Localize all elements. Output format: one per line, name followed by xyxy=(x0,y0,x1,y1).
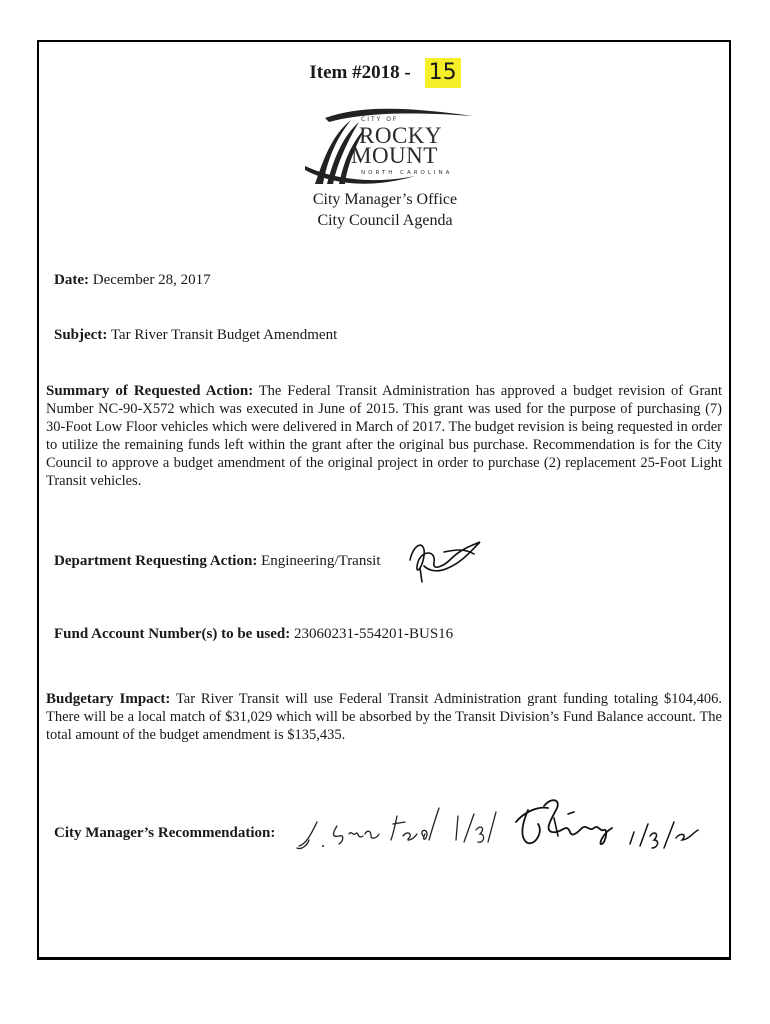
second-approval-signature xyxy=(508,792,708,862)
date-value: December 28, 2017 xyxy=(92,272,211,288)
department-label: Department Requesting Action: xyxy=(54,553,258,569)
logo-rocky: ROCKY xyxy=(359,123,443,148)
summary-label: Summary of Requested Action: xyxy=(46,383,254,399)
subject-value: Tar River Transit Budget Amendment xyxy=(110,327,338,343)
department-value: Engineering/Transit xyxy=(261,553,381,569)
date-label: Date: xyxy=(54,272,89,288)
department-initials-signature xyxy=(404,532,494,584)
recommendation-field xyxy=(54,825,275,842)
subject-field xyxy=(54,327,337,344)
subject-label: Subject: xyxy=(54,327,108,343)
budget-text: Tar River Transit will use Federal Transit Administration grant funding totaling $104,406. There will be a local match of $31,029 which will be absorbed by the Transit Division’s Fund Balance account. The total amount of the budget amendment is $135,435. xyxy=(46,691,722,743)
summary-text: The Federal Transit Administration has approved a budget revision of Grant Number NC-90-X572 which was executed in June of 2015. This grant was used for the purpose of purchasing (7) 30-Foot Low Floor vehicles which were delivered in March of 2017. The budget revision is being requested in order to utilize the remaining funds left within the grant after the original bus purchase. Recommendation is for the City Council to approve a budget amendment of the original project in order to purchase (2) replacement 25-Foot Light Transit vehicles. xyxy=(46,383,722,489)
city-logo xyxy=(305,102,475,182)
fund-field xyxy=(54,626,453,643)
summary-paragraph xyxy=(46,382,722,490)
logo-mount: MOUNT xyxy=(351,143,438,168)
item-label: Item #2018 - xyxy=(309,62,411,83)
item-heading xyxy=(0,58,770,88)
logo-state: NORTH CAROLINA xyxy=(361,170,453,176)
agenda-name: City Council Agenda xyxy=(317,212,453,229)
fund-value: 23060231-554201-BUS16 xyxy=(294,626,454,642)
department-field xyxy=(54,553,381,570)
budget-label: Budgetary Impact: xyxy=(46,691,171,707)
item-number-badge: 15 xyxy=(425,58,461,88)
city-manager-signature xyxy=(293,800,473,854)
recommendation-label: City Manager’s Recommendation: xyxy=(54,825,276,841)
manager-date-signature xyxy=(452,806,502,850)
logo-city-of: CITY OF xyxy=(361,116,399,123)
date-field xyxy=(54,272,211,289)
office-name: City Manager’s Office xyxy=(312,191,458,208)
budget-paragraph xyxy=(46,690,722,744)
fund-label: Fund Account Number(s) to be used: xyxy=(54,626,291,642)
office-block xyxy=(0,189,770,231)
